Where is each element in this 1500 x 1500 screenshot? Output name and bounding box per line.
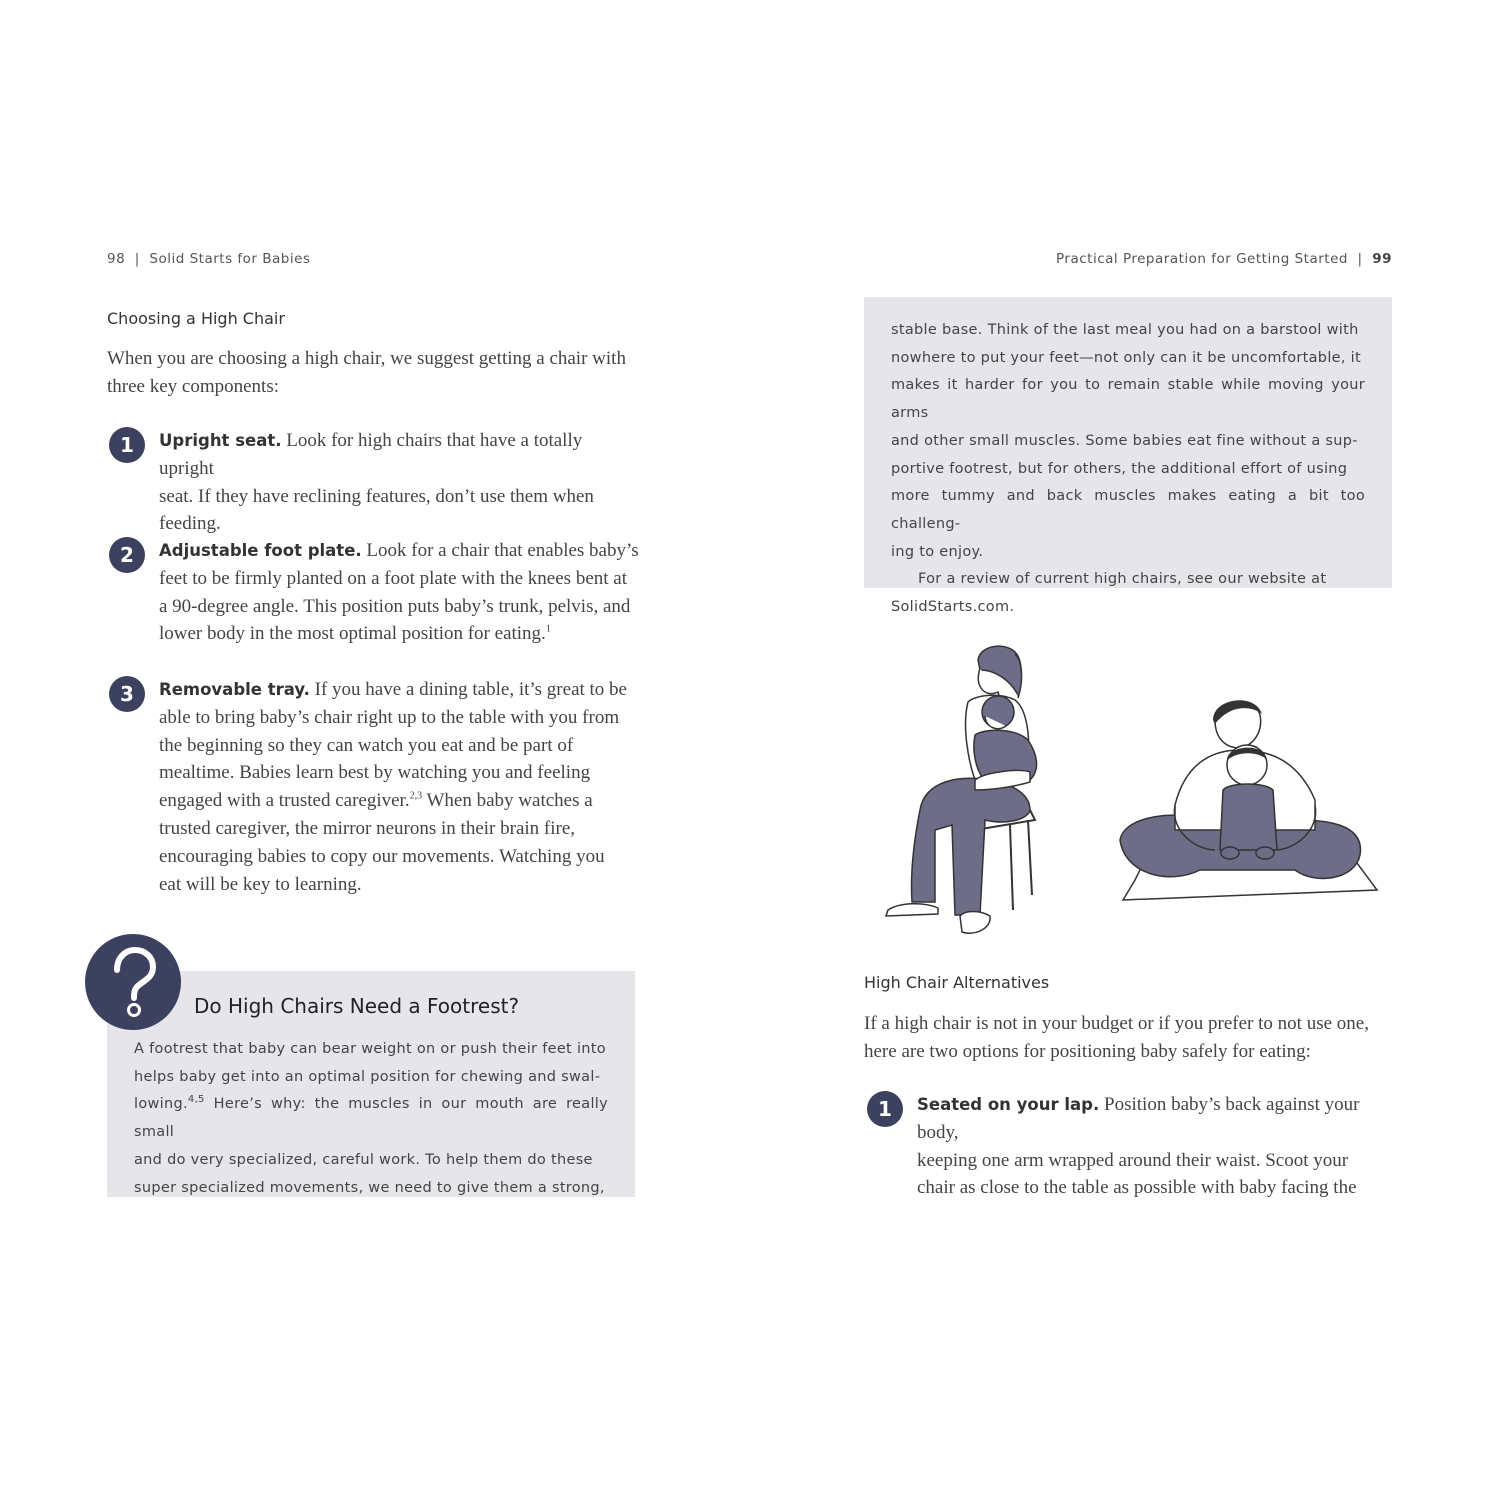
item-line: able to bring baby’s chair right up to the table with you from — [159, 706, 620, 728]
sidebar-line: ing to enjoy. — [891, 543, 984, 560]
right-running-header — [1056, 251, 1392, 267]
right-running-title: Practical Preparation for Getting Started — [1056, 251, 1348, 267]
list-item-seated-on-lap — [867, 1091, 1367, 1199]
item-line: keeping one arm wrapped around their waist. Scoot your — [917, 1149, 1349, 1171]
question-mark-icon — [85, 934, 181, 1030]
sidebar-line: and do very specialized, careful work. To help them do these — [134, 1151, 593, 1168]
list-item-title: Adjustable foot plate. — [159, 541, 362, 560]
sidebar-line: super specialized movements, we need to give them a strong, — [134, 1179, 605, 1196]
item-line: engaged with a trusted caregiver. — [159, 790, 410, 812]
left-page-number: 98 — [107, 251, 126, 267]
number-badge: 1 — [109, 427, 145, 463]
sidebar-line: helps baby get into an optimal position for chewing and swal- — [134, 1068, 601, 1085]
sidebar-line: For a review of current high chairs, see our website at — [918, 571, 1327, 588]
sidebar-body — [134, 1036, 608, 1202]
number-badge: 1 — [867, 1091, 903, 1127]
item-line: mealtime. Babies learn best by watching you and feeling — [159, 762, 591, 784]
left-running-header — [107, 251, 310, 267]
item-line: feet to be firmly planted on a foot plate with the knees bent at — [159, 567, 627, 589]
man-seated-on-floor-with-baby-illustration — [1115, 690, 1380, 905]
item-line: the beginning so they can watch you eat and be part of — [159, 734, 574, 756]
sidebar-line: more tummy and back muscles makes eating a bit too challeng- — [891, 488, 1365, 532]
list-item-text — [159, 427, 639, 538]
right-page-number: 99 — [1372, 251, 1392, 267]
section-heading-choosing: Choosing a High Chair — [107, 309, 285, 328]
left-running-title: Solid Starts for Babies — [149, 251, 311, 267]
footnote-ref: 1 — [545, 624, 551, 636]
item-line: lower body in the most optimal position for eating. — [159, 623, 546, 645]
sidebar-line: stable base. Think of the last meal you had on a barstool with — [891, 322, 1359, 338]
right-intro-paragraph — [864, 1010, 1404, 1066]
item-line: Position baby’s back against your body, — [917, 1094, 1360, 1143]
footrest-sidebar-continued — [864, 297, 1392, 616]
item-line: feeding. — [159, 513, 221, 535]
item-line: Look for a chair that enables baby’s — [366, 540, 639, 561]
left-intro-paragraph — [107, 345, 647, 401]
list-item-title: Removable tray. — [159, 680, 310, 699]
item-line: seat. If they have reclining features, don’t use them when — [159, 485, 594, 507]
item-line: Look for high chairs that have a totally upright — [159, 430, 583, 479]
item-line: encouraging babies to copy our movements. Watching you — [159, 845, 605, 867]
header-divider: | — [129, 251, 145, 267]
list-item-foot-plate — [109, 537, 639, 657]
sidebar-line: Here’s why: the muscles in our mouth are really small — [134, 1096, 608, 1141]
number-badge: 2 — [109, 537, 145, 573]
footnote-ref: 4,5 — [187, 1094, 205, 1106]
intro-line: three key components: — [107, 375, 280, 397]
sidebar-line: A footrest that baby can bear weight on or push their feet into — [134, 1041, 606, 1057]
sidebar-line: SolidStarts.com. — [891, 599, 1015, 616]
item-line: eat will be key to learning. — [159, 873, 362, 895]
list-item-text — [159, 537, 639, 648]
footnote-ref: 2,3 — [409, 790, 423, 802]
item-line: a 90-degree angle. This position puts baby’s trunk, pelvis, and — [159, 595, 631, 617]
list-item-removable-tray — [109, 676, 627, 906]
woman-seated-with-baby-on-lap-illustration — [880, 640, 1070, 940]
list-item-text — [159, 676, 639, 898]
item-line: chair as close to the table as possible with baby facing the — [917, 1177, 1357, 1199]
sidebar-title: Do High Chairs Need a Footrest? — [194, 994, 520, 1018]
item-line: If you have a dining table, it’s great to be — [314, 679, 627, 700]
sidebar-line: nowhere to put your feet—not only can it be uncomfortable, it — [891, 349, 1361, 366]
item-line: trusted caregiver, the mirror neurons in their brain fire, — [159, 817, 576, 839]
sidebar-line: portive footrest, but for others, the additional effort of using — [891, 460, 1348, 477]
list-item-title: Seated on your lap. — [917, 1095, 1100, 1114]
number-badge: 3 — [109, 676, 145, 712]
question-badge — [85, 934, 181, 1030]
intro-line: When you are choosing a high chair, we suggest getting a chair with — [107, 348, 626, 369]
section-heading-alternatives: High Chair Alternatives — [864, 973, 1050, 992]
intro-line: here are two options for positioning baby safely for eating: — [864, 1040, 1311, 1062]
sidebar-line: makes it harder for you to remain stable while moving your arms — [891, 377, 1365, 422]
sidebar-line: lowing. — [134, 1096, 188, 1113]
list-item-upright-seat — [109, 427, 609, 535]
sidebar-line: and other small muscles. Some babies eat fine without a sup- — [891, 432, 1358, 449]
item-line: When baby watches a — [422, 790, 593, 812]
intro-line: If a high chair is not in your budget or if you prefer to not use one, — [864, 1013, 1369, 1034]
list-item-title: Upright seat. — [159, 431, 282, 450]
list-item-text — [917, 1091, 1397, 1202]
sidebar-body — [891, 317, 1365, 622]
header-divider: | — [1352, 251, 1368, 267]
